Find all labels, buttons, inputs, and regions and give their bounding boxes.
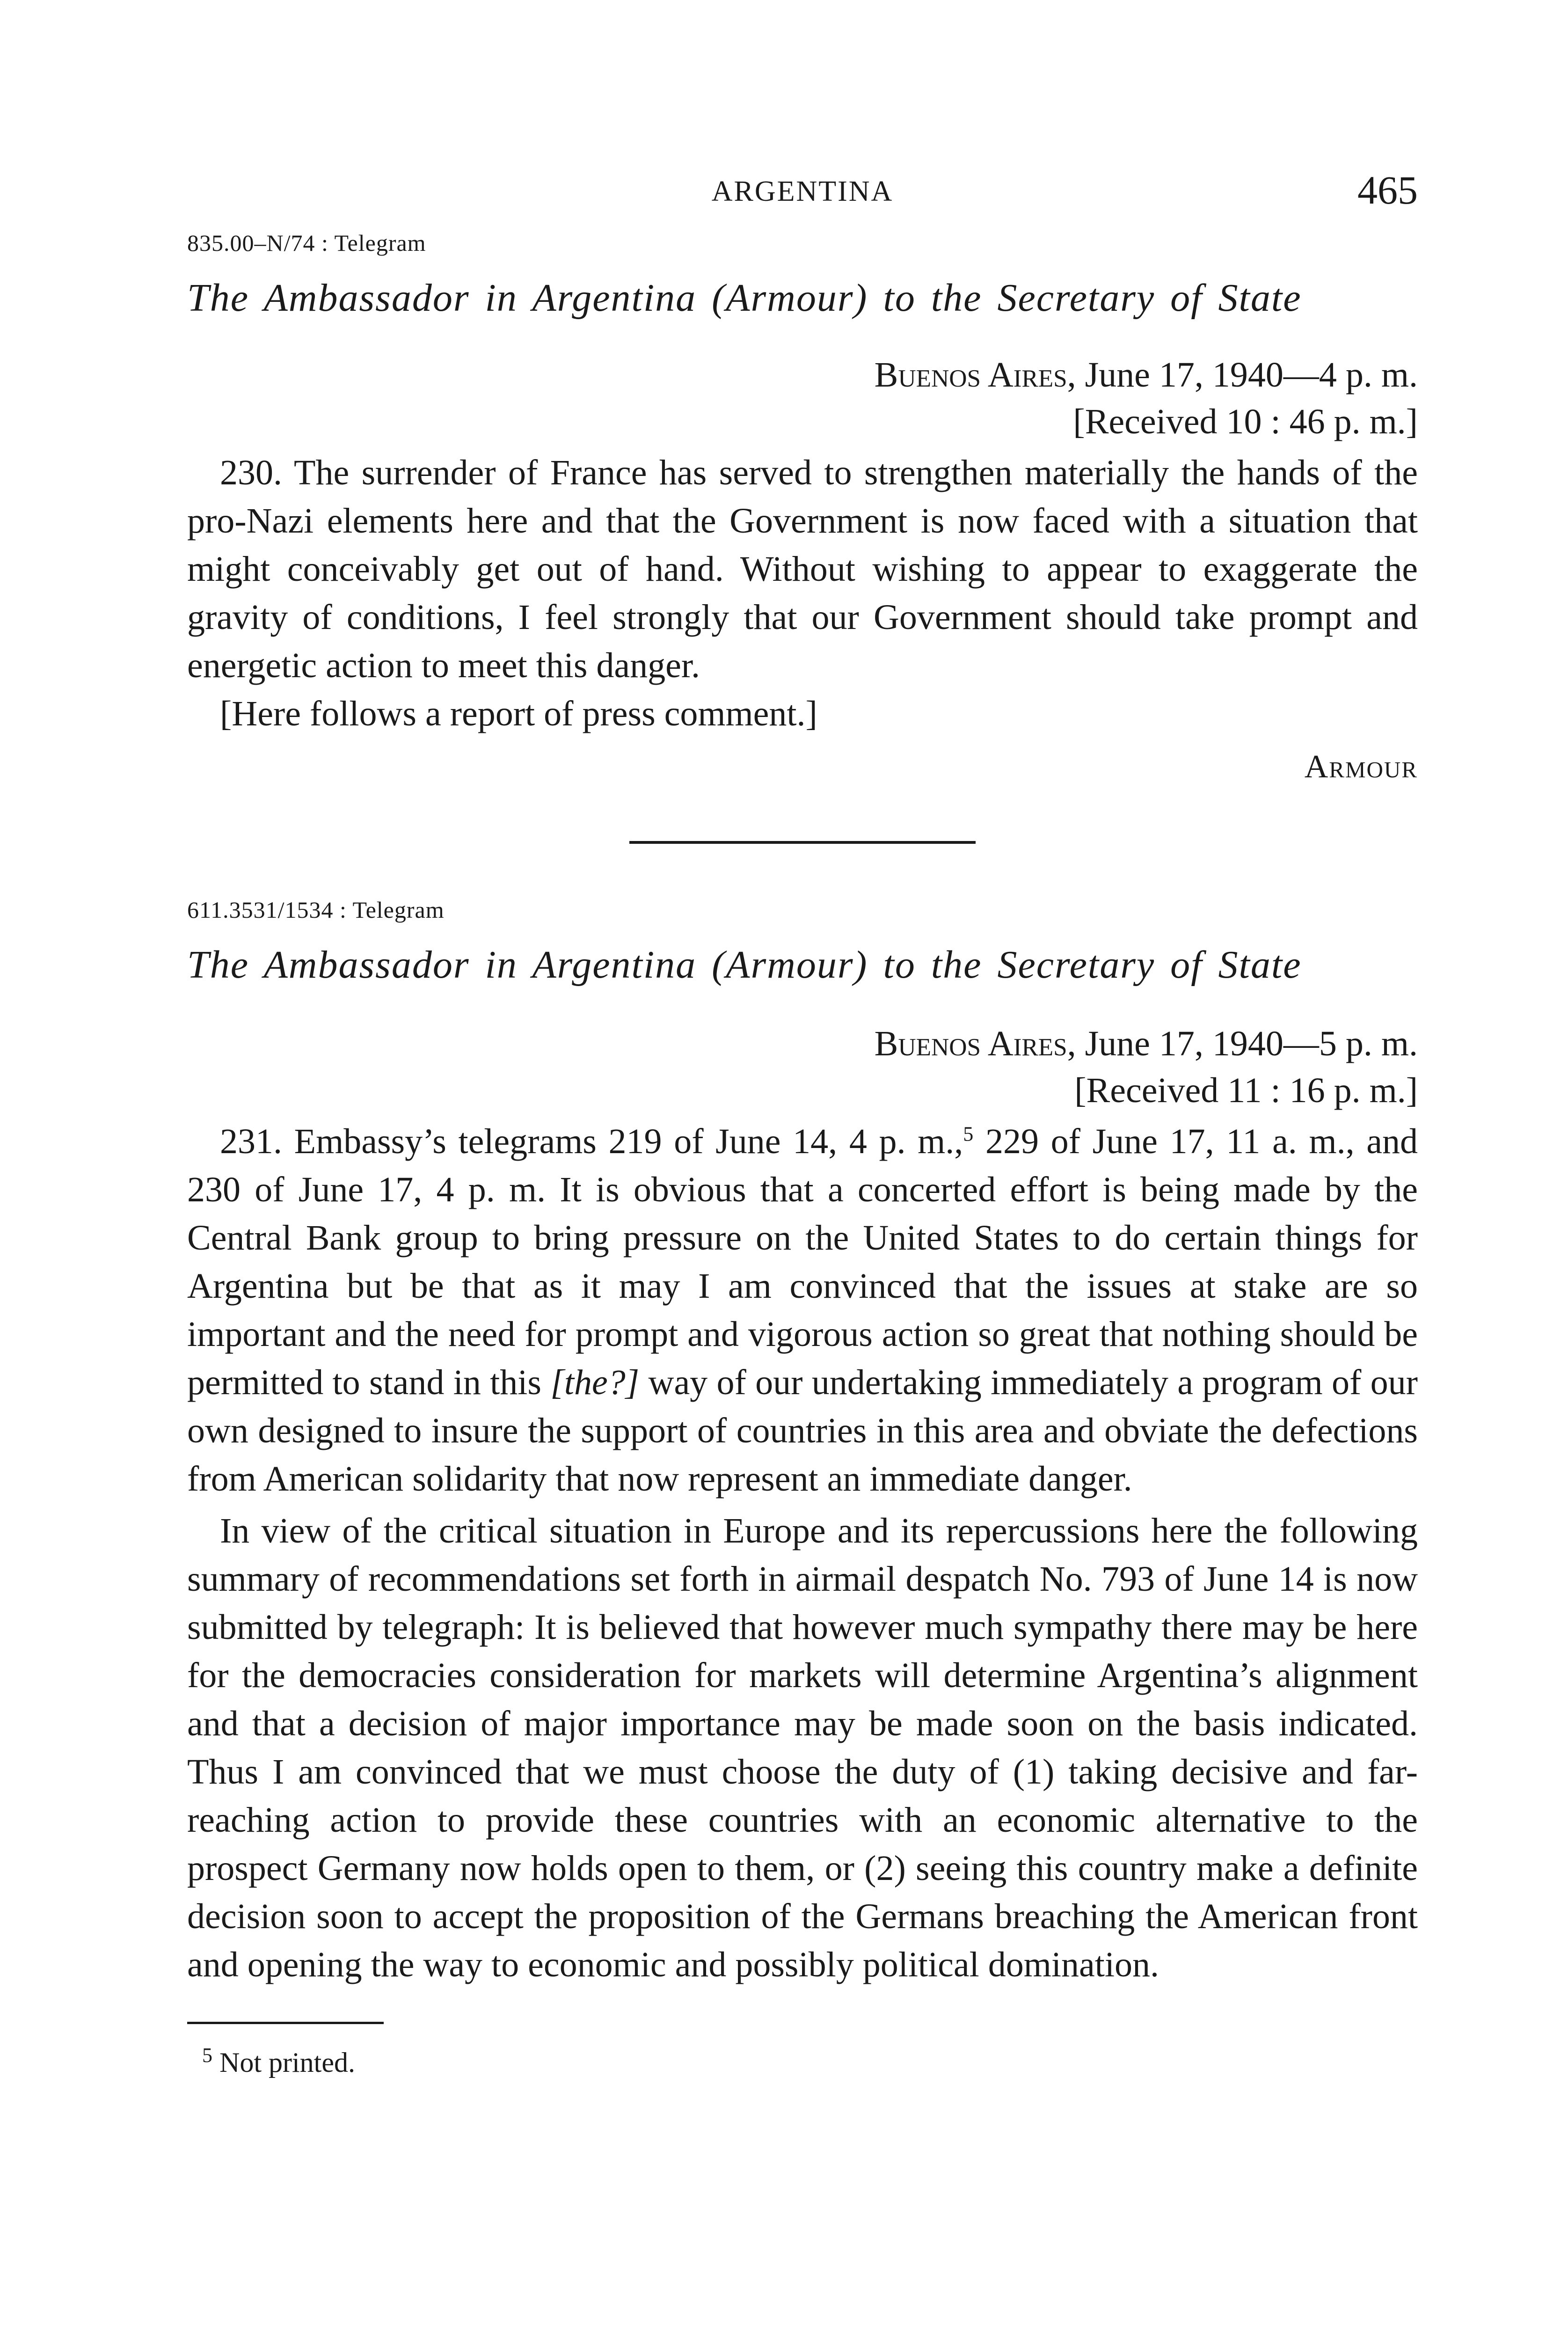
running-title: ARGENTINA xyxy=(711,176,894,207)
document-title: The Ambassador in Argentina (Armour) to the Secretary of State xyxy=(187,276,1302,320)
running-header xyxy=(187,154,1418,211)
section-divider xyxy=(629,841,976,844)
received-time: [Received 10 : 46 p. m.] xyxy=(1073,402,1418,441)
dateline xyxy=(187,351,1418,398)
footnote-reference: 5 xyxy=(963,1122,974,1146)
telegram-body-paragraph xyxy=(187,1118,1418,1503)
telegram-230 xyxy=(187,229,1418,786)
dateline-date: , June 17, 1940—5 p. m. xyxy=(1067,1024,1418,1063)
paragraph-text: 229 of June 17, 11 a. m., and 230 of June 17, 4 p. m. It is obvious that a concerted effort is being made by the Central Bank group to bring pressure on the United States to do certain things for Argentina but be that as it may I am convinced that the issues at stake are so important and the need for prompt and vigorous action so great that nothing should be permitted to stand in this xyxy=(187,1122,1418,1402)
paragraph-text: 231. Embassy’s telegrams 219 of June 14, 4 p. m., xyxy=(220,1122,963,1161)
file-reference: 835.00–N/74 : Telegram xyxy=(187,230,426,256)
telegram-body-paragraph: 230. The surrender of France has served to strengthen materially the hands of the pro-Nazi elements here and that the Government is now faced with a situation that might conceivably get out of hand. Without wishing to appear to exaggerate the gravity of conditions, I feel strongly that our Government should take prompt and energetic action to meet this danger. xyxy=(187,453,1418,685)
dateline-date: , June 17, 1940—4 p. m. xyxy=(1067,355,1418,395)
paragraph-text: way of our undertaking immediately a program of our own designed to insure the support of countries in this area and obviate the defections from American solidarity that now represent an immediate danger. xyxy=(187,1363,1418,1499)
footnote-rule xyxy=(187,2022,384,2024)
footnote xyxy=(202,2044,1418,2079)
page xyxy=(187,154,1418,2079)
dateline-place: Buenos Aires xyxy=(874,1024,1067,1063)
editorial-insertion: [the?] xyxy=(550,1363,640,1402)
footnote-text: Not printed. xyxy=(219,2047,355,2078)
editorial-note: [Here follows a report of press comment.] xyxy=(220,694,817,733)
telegram-231 xyxy=(187,896,1418,1989)
page-number: 465 xyxy=(1357,168,1418,212)
document-title: The Ambassador in Argentina (Armour) to the Secretary of State xyxy=(187,943,1302,987)
dateline xyxy=(187,1020,1418,1067)
signature: Armour xyxy=(1304,749,1418,785)
footnote-marker: 5 xyxy=(202,2044,212,2067)
dateline-place: Buenos Aires xyxy=(874,355,1067,395)
file-reference: 611.3531/1534 : Telegram xyxy=(187,897,445,923)
telegram-body-paragraph: In view of the critical situation in Europe and its repercussions here the following summary of recommendations set forth in airmail despatch No. 793 of June 14 is now submitted by telegraph: It is believed that however much sympathy there may be here for the democracies consideration for markets will determine Argentina’s alignment and that a decision of major importance may be made soon on the basis indicated. Thus I am convinced that we must choose the duty of (1) taking decisive and far-reaching action to provide these countries with an economic alternative to the prospect Germany now holds open to them, or (2) seeing this country make a definite decision soon to accept the proposition of the Germans breaching the American front and opening the way to economic and possibly political domination. xyxy=(187,1511,1418,1984)
received-time: [Received 11 : 16 p. m.] xyxy=(1074,1071,1418,1110)
